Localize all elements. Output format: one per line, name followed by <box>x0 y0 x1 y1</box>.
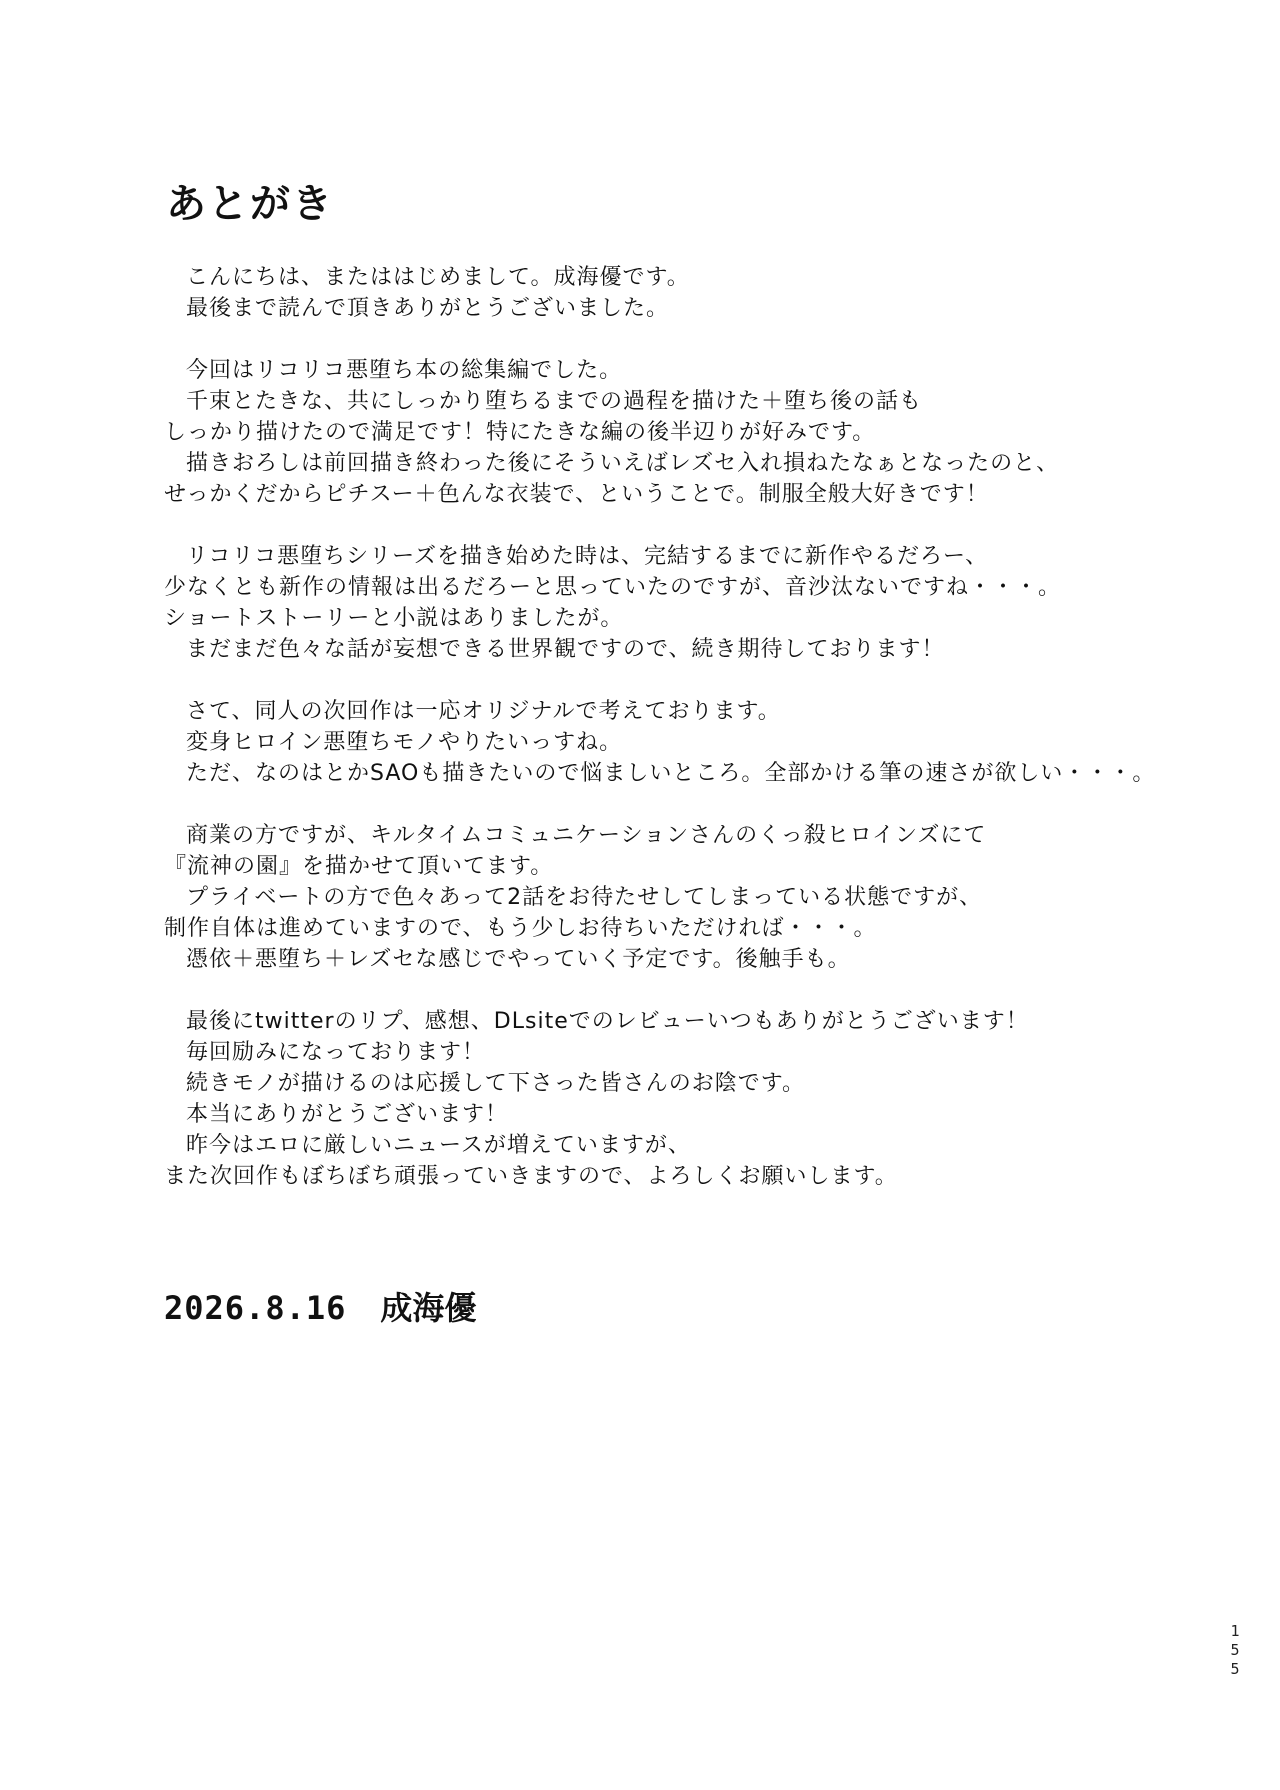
text-line: 昨今はエロに厳しいニュースが増えていますが、 <box>186 1133 691 1158</box>
text-line: 千束とたきな、共にしっかり堕ちるまでの過程を描けた＋堕ち後の話も <box>186 389 923 414</box>
text-line: ただ、なのはとかSAOも描きたいので悩ましいところ。全部かける筆の速さが欲しい・・・。 <box>186 761 1156 786</box>
text-line: こんにちは、またははじめまして。成海優です。 <box>186 265 690 290</box>
text-line: 今回はリコリコ悪堕ち本の総集編でした。 <box>186 358 623 383</box>
text-line: プライベートの方で色々あって2話をお待たせしてしまっている状態ですが、 <box>186 885 983 910</box>
text-line: 『流神の園』を描かせて頂いてます。 <box>164 854 554 879</box>
paragraph-gap <box>164 665 1164 696</box>
paragraph-gap <box>164 975 1164 1006</box>
afterword-body <box>164 262 1164 1192</box>
page-title: あとがき <box>166 181 334 227</box>
text-line: 少なくとも新作の情報は出るだろーと思っていたのですが、音沙汰ないですね・・・。 <box>164 575 1062 600</box>
text-line: 描きおろしは前回描き終わった後にそういえばレズセ入れ損ねたなぁとなったのと、 <box>186 451 1060 476</box>
text-line: 憑依＋悪堕ち＋レズセな感じでやっていく予定です。後触手も。 <box>186 947 851 972</box>
text-line: まだまだ色々な話が妄想できる世界観ですので、続き期待しております！ <box>186 637 945 662</box>
paragraph-gap <box>164 510 1164 541</box>
page-number-digit: 1 <box>1230 1622 1240 1640</box>
text-line: 毎回励みになっております！ <box>186 1040 486 1065</box>
text-line: 最後まで読んで頂きありがとうございました。 <box>186 296 670 321</box>
text-line: 制作自体は進めていますので、もう少しお待ちいただければ・・・。 <box>164 916 877 941</box>
page-number-digit: 5 <box>1230 1660 1240 1678</box>
signature-date: 2026.8.16 <box>164 1289 347 1327</box>
text-line: 本当にありがとうございます！ <box>186 1102 509 1127</box>
paragraph-gap <box>164 324 1164 355</box>
signature-author: 成海優 <box>380 1289 477 1327</box>
page-number-digit: 5 <box>1230 1641 1240 1659</box>
text-line: 最後にtwitterのリプ、感想、DLsiteでのレビューいつもありがとうございます！ <box>186 1009 1029 1034</box>
text-line: また次回作もぼちぼち頑張っていきますので、よろしくお願いします。 <box>164 1164 898 1189</box>
text-line: せっかくだからピチスー＋色んな衣装で、ということで。制服全般大好きです！ <box>164 482 989 507</box>
text-line: 商業の方ですが、キルタイムコミュニケーションさんのくっ殺ヒロインズにて <box>186 823 987 848</box>
paragraph-gap <box>164 789 1164 820</box>
text-line: リコリコ悪堕ちシリーズを描き始めた時は、完結するまでに新作やるだろー、 <box>186 544 989 569</box>
page-number <box>1227 1622 1243 1679</box>
text-line: しっかり描けたので満足です！特にたきな編の後半辺りが好みです。 <box>164 420 876 445</box>
text-line: 変身ヒロイン悪堕ちモノやりたいっすね。 <box>186 730 623 755</box>
text-line: 続きモノが描けるのは応援して下さった皆さんのお陰です。 <box>186 1071 806 1096</box>
text-line: ショートストーリーと小説はありましたが。 <box>164 606 624 631</box>
signature <box>164 1288 476 1328</box>
text-line: さて、同人の次回作は一応オリジナルで考えております。 <box>186 699 781 724</box>
